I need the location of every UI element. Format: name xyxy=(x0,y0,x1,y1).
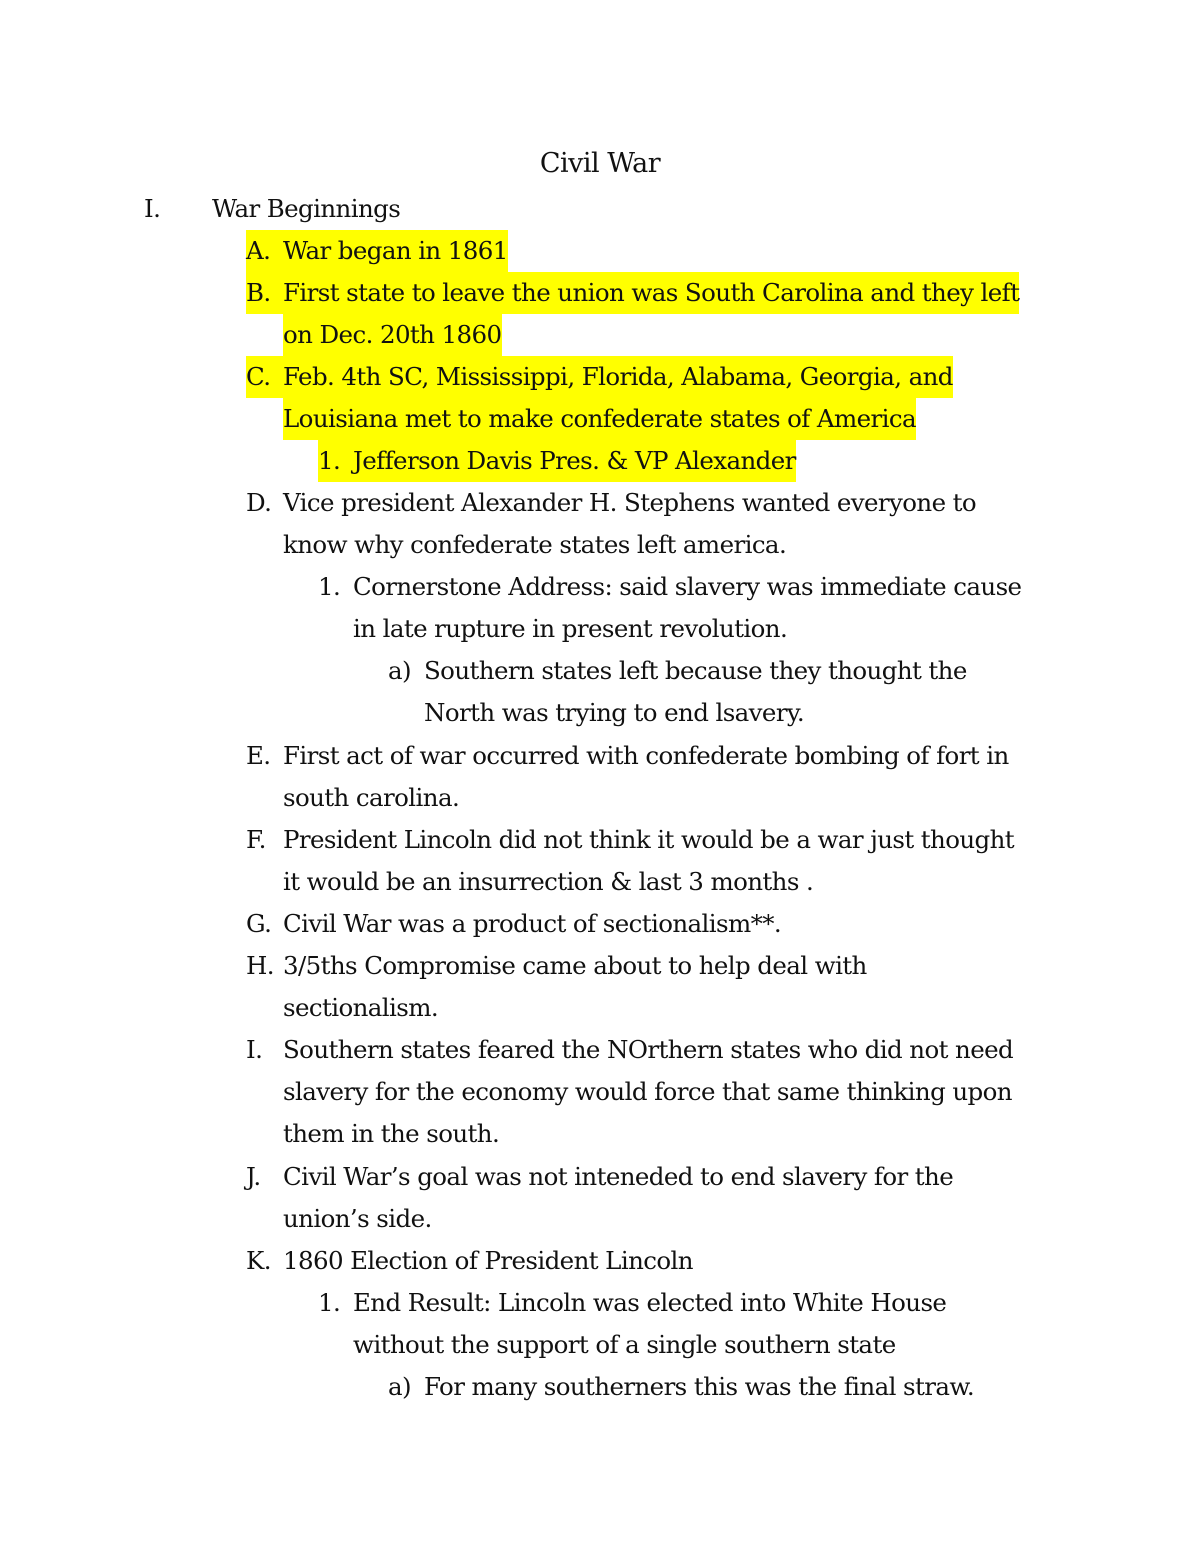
item-line: it would be an insurrection & last 3 months . xyxy=(283,867,814,896)
item-text xyxy=(283,945,867,1029)
subsubitem-marker: a) xyxy=(388,1372,411,1401)
item-line: 1860 Election of President Lincoln xyxy=(283,1246,693,1275)
item-text xyxy=(283,903,781,945)
outline-subsubitem-k1a xyxy=(388,1366,974,1408)
subsubitem-text xyxy=(424,1366,974,1408)
item-line: First act of war occurred with confederate bombing of fort in xyxy=(283,741,1009,770)
subitem-text xyxy=(353,440,796,482)
subsubitem-line: Southern states left because they thought the xyxy=(424,656,967,685)
outline-subitem-d1 xyxy=(318,566,1021,650)
item-text xyxy=(283,356,953,440)
subitem-text xyxy=(353,566,1021,650)
item-marker: F. xyxy=(246,825,266,854)
outline-item-h xyxy=(246,945,867,1029)
section-heading: War Beginnings xyxy=(212,194,401,223)
outline-item-a xyxy=(246,230,508,272)
item-line: south carolina. xyxy=(283,783,460,812)
item-line: Southern states feared the NOrthern states who did not need xyxy=(283,1035,1014,1064)
outline-subitem-k1 xyxy=(318,1282,946,1366)
outline-item-d xyxy=(246,482,976,566)
item-text xyxy=(283,1029,1013,1155)
subsubitem-line: North was trying to end lsavery. xyxy=(424,698,805,727)
subitem-line: without the support of a single southern state xyxy=(353,1330,896,1359)
subitem-marker: 1. xyxy=(318,572,341,601)
item-line: slavery for the economy would force that same thinking upon xyxy=(283,1077,1012,1106)
item-line: War began in 1861 xyxy=(283,230,508,272)
item-text xyxy=(283,1240,693,1282)
outline-item-i xyxy=(246,1029,1013,1155)
item-line: Civil War was a product of sectionalism**. xyxy=(283,909,782,938)
item-marker: J. xyxy=(246,1162,261,1191)
item-marker: C. xyxy=(246,356,283,398)
document-title: Civil War xyxy=(539,148,661,179)
outline-item-c xyxy=(246,356,953,440)
item-marker: E. xyxy=(246,741,271,770)
subitem-line: End Result: Lincoln was elected into White House xyxy=(353,1288,947,1317)
item-line: Louisiana met to make confederate states of America xyxy=(283,398,916,440)
outline-subitem-c1 xyxy=(318,440,796,482)
item-marker: D. xyxy=(246,488,272,517)
section-marker: I. xyxy=(144,194,161,223)
item-marker: A. xyxy=(246,230,283,272)
subitem-line: in late rupture in present revolution. xyxy=(353,614,788,643)
item-line: sectionalism. xyxy=(283,993,439,1022)
item-line: union’s side. xyxy=(283,1204,432,1233)
item-marker: B. xyxy=(246,272,283,314)
item-marker: H. xyxy=(246,951,274,980)
subitem-marker: 1. xyxy=(318,1288,341,1317)
outline-item-j xyxy=(246,1156,953,1240)
item-line: 3/5ths Compromise came about to help deal with xyxy=(283,951,867,980)
outline-item-k xyxy=(246,1240,693,1282)
item-text xyxy=(283,735,1009,819)
item-marker: I. xyxy=(246,1035,263,1064)
item-text xyxy=(283,230,508,272)
outline-item-g xyxy=(246,903,781,945)
subitem-marker: 1. xyxy=(318,440,353,482)
item-line: know why confederate states left america. xyxy=(283,530,787,559)
item-marker: G. xyxy=(246,909,272,938)
item-line: First state to leave the union was South Carolina and they left xyxy=(283,272,1019,314)
outline-item-f xyxy=(246,819,1014,903)
item-line: Civil War’s goal was not inteneded to end slavery for the xyxy=(283,1162,954,1191)
item-text xyxy=(283,482,976,566)
subitem-line: Cornerstone Address: said slavery was immediate cause xyxy=(353,572,1022,601)
item-text xyxy=(283,272,1019,356)
outline-subsubitem-d1a xyxy=(388,650,967,734)
subsubitem-marker: a) xyxy=(388,656,411,685)
item-marker: K. xyxy=(246,1246,271,1275)
subitem-text xyxy=(353,1282,946,1366)
item-line: Feb. 4th SC, Mississippi, Florida, Alabama, Georgia, and xyxy=(283,356,953,398)
item-line: President Lincoln did not think it would be a war just thought xyxy=(283,825,1015,854)
subsubitem-text xyxy=(424,650,967,734)
item-line: on Dec. 20th 1860 xyxy=(283,314,502,356)
item-text xyxy=(283,819,1014,903)
outline-section xyxy=(144,188,400,230)
subsubitem-line: For many southerners this was the final straw. xyxy=(424,1372,975,1401)
subitem-line: Jefferson Davis Pres. & VP Alexander xyxy=(353,440,796,482)
item-text xyxy=(283,1156,953,1240)
outline-item-e xyxy=(246,735,1009,819)
outline-item-b xyxy=(246,272,1019,356)
item-line: Vice president Alexander H. Stephens wanted everyone to xyxy=(283,488,977,517)
item-line: them in the south. xyxy=(283,1119,500,1148)
